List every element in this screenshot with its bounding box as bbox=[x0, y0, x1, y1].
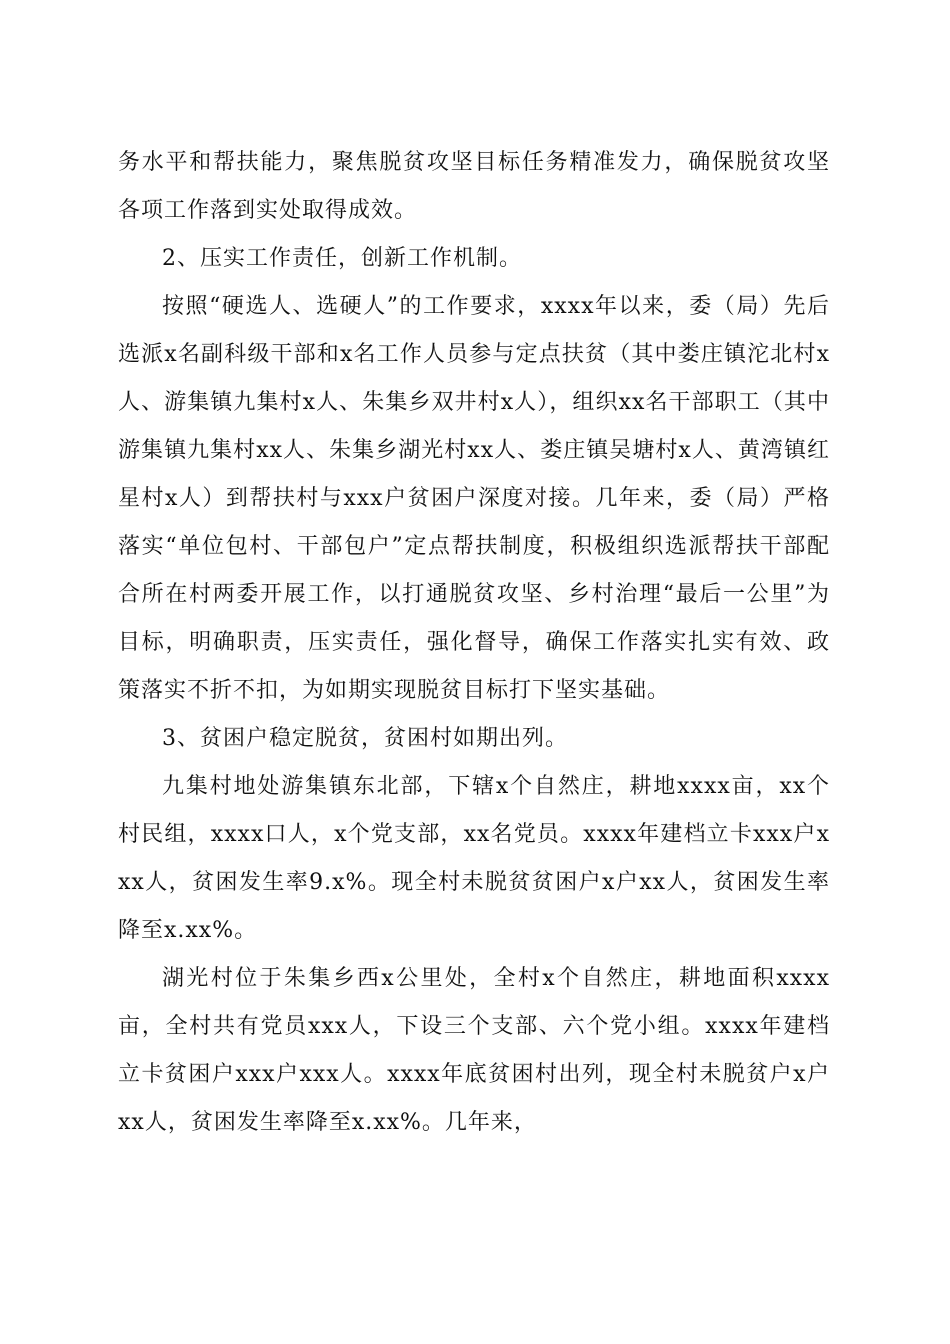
paragraph-continuation: 务水平和帮扶能力，聚焦脱贫攻坚目标任务精准发力，确保脱贫攻坚各项工作落到实处取得成效。 bbox=[118, 150, 830, 223]
section-heading-3: 3、贫困户稳定脱贫，贫困村如期出列。 bbox=[162, 726, 568, 751]
paragraph-huguang-village: 湖光村位于朱集乡西x公里处，全村x个自然庄，耕地面积xxxx亩，全村共有党员xxx人，下设三个支部、六个党小组。xxxx年建档立卡贫困户xxx户xxx人。xxxx年底贫困村出列，现全村未脱贫户x户xx人，贫困发生率降至x.xx%。几年来， bbox=[118, 966, 830, 1135]
document-body bbox=[118, 139, 830, 1147]
paragraph-section-2-body: 按照“硬选人、选硬人”的工作要求，xxxx年以来，委（局）先后选派x名副科级干部和x名工作人员参与定点扶贫（其中娄庄镇沱北村x人、游集镇九集村x人、朱集乡双井村x人），组织xx名干部职工（其中游集镇九集村xx人、朱集乡湖光村xx人、娄庄镇吴塘村x人、黄湾镇红星村x人）到帮扶村与xxx户贫困户深度对接。几年来，委（局）严格落实“单位包村、干部包户”定点帮扶制度，积极组织选派帮扶干部配合所在村两委开展工作，以打通脱贫攻坚、乡村治理“最后一公里”为目标，明确职责，压实责任，强化督导，确保工作落实扎实有效、政策落实不折不扣，为如期实现脱贫目标打下坚实基础。 bbox=[118, 294, 830, 703]
paragraph-jiuji-village: 九集村地处游集镇东北部，下辖x个自然庄，耕地xxxx亩，xx个村民组，xxxx口人，x个党支部，xx名党员。xxxx年建档立卡xxx户xxx人，贫困发生率9.x%。现全村未脱贫贫困户x户xx人，贫困发生率降至x.xx%。 bbox=[118, 774, 830, 943]
section-heading-2: 2、压实工作责任，创新工作机制。 bbox=[162, 246, 522, 271]
